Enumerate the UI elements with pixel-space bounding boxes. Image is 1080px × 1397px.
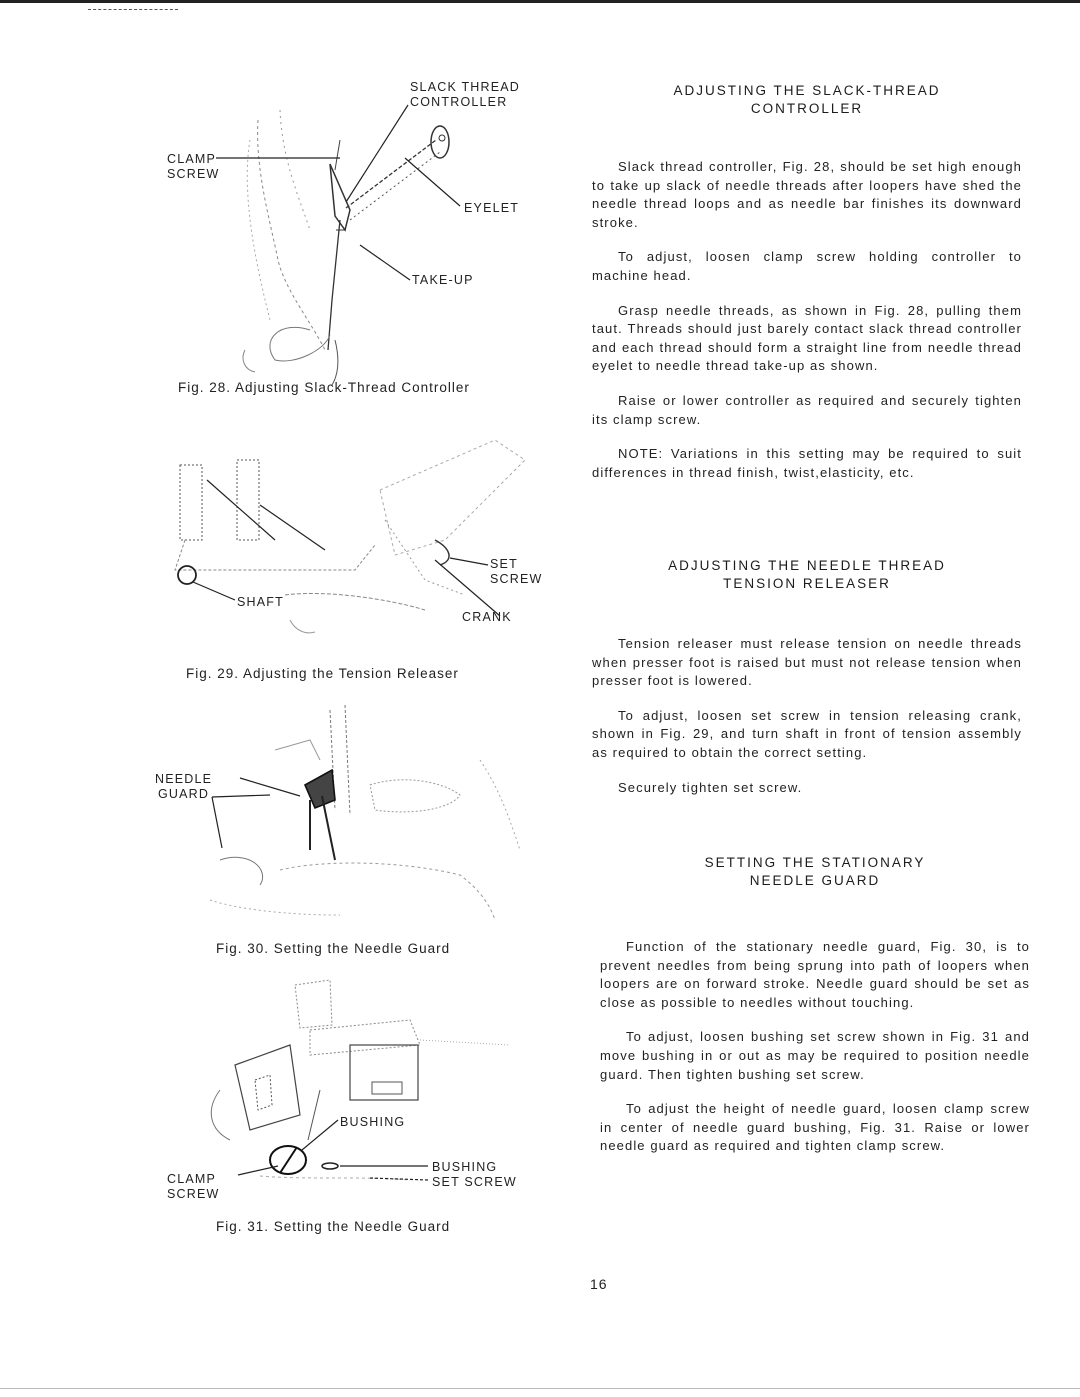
fig29-caption: Fig. 29. Adjusting the Tension Releaser [186, 666, 459, 681]
take-up-label: TAKE-UP [412, 273, 474, 287]
paragraph: To adjust the height of needle guard, loosen clamp screw in center of needle guard bushing, Fig. 31. Raise or lower needle guard as required and tighten clamp screw. [600, 1101, 1030, 1154]
fig31-clamp-screw-label: CLAMP SCREW [167, 1172, 220, 1201]
section-heading: ADJUSTING THE SLACK-THREAD CONTROLLER [673, 83, 941, 116]
paragraph: Raise or lower controller as required and securely tighten its clamp screw. [592, 392, 1022, 427]
fig28-illustration [160, 80, 560, 390]
paragraph: Securely tighten set screw. [618, 779, 803, 795]
paragraph: Function of the stationary needle guard, Fig. 30, is to prevent needles from being sprung into path of loopers when loopers are on forward stroke. Needle guard should be set as close as possible to needles without touching. [600, 939, 1030, 1010]
bushing-set-screw-label: BUSHING SET SCREW [432, 1160, 517, 1189]
bushing-label: BUSHING [340, 1115, 406, 1129]
fig30-caption: Fig. 30. Setting the Needle Guard [216, 941, 451, 956]
page-number: 16 [590, 1276, 608, 1292]
bottom-edge-rule [0, 1388, 1080, 1389]
section-tension-releaser [592, 557, 1022, 797]
crank-label: CRANK [462, 610, 512, 624]
top-edge-rule [0, 0, 1080, 3]
fig28-caption: Fig. 28. Adjusting Slack-Thread Controller [178, 380, 470, 395]
scan-mark [88, 9, 178, 11]
paragraph: Tension releaser must release tension on needle threads when presser foot is raised but must not release tension when presser foot is lowered. [592, 636, 1022, 689]
fig31-caption: Fig. 31. Setting the Needle Guard [216, 1219, 451, 1234]
section-slack-thread [592, 82, 1022, 482]
needle-guard-label: NEEDLE GUARD [155, 772, 213, 801]
set-screw-label: SET SCREW [490, 557, 543, 586]
clamp-screw-label: CLAMP SCREW [167, 152, 220, 181]
eyelet-label: EYELET [464, 201, 520, 215]
paragraph: To adjust, loosen set screw in tension releasing crank, shown in Fig. 29, and turn shaft in front of tension assembly as required to obtain the correct setting. [592, 707, 1022, 760]
paragraph: To adjust, loosen bushing set screw shown in Fig. 31 and move bushing in or out as may be required to position needle guard. Then tighten bushing set screw. [600, 1029, 1030, 1082]
section-heading: ADJUSTING THE NEEDLE THREAD TENSION RELEASER [668, 558, 946, 591]
paragraph: Slack thread controller, Fig. 28, should be set high enough to take up slack of needle threads after loopers have shed the needle thread loops and as needle bar finishes its downward stroke. [592, 159, 1022, 230]
shaft-label: SHAFT [237, 595, 284, 609]
section-heading: SETTING THE STATIONARY NEEDLE GUARD [704, 855, 926, 888]
paragraph: Grasp needle threads, as shown in Fig. 28, pulling them taut. Threads should just barely contact slack thread controller and each thread should form a straight line from needle thread eyelet to needle thread take-up as shown. [592, 302, 1022, 374]
slack-thread-controller-label: SLACK THREAD CONTROLLER [410, 80, 521, 109]
fig30-illustration [160, 700, 550, 930]
section-needle-guard [600, 854, 1030, 1156]
paragraph: To adjust, loosen clamp screw holding controller to machine head. [592, 249, 1022, 283]
paragraph: NOTE: Variations in this setting may be required to suit differences in thread finish, twist,elasticity, etc. [592, 446, 1022, 480]
